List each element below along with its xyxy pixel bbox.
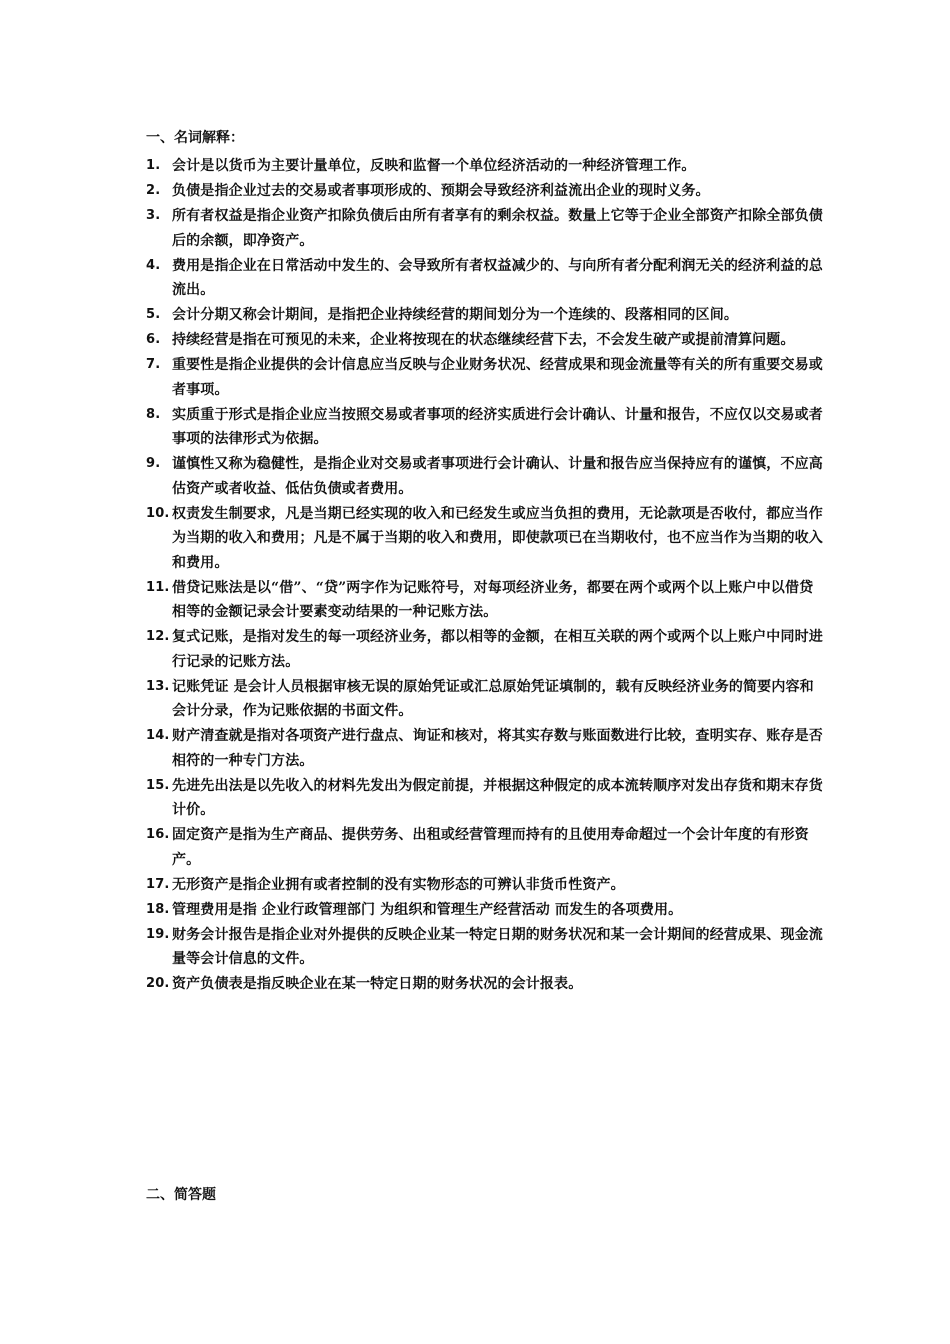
item-number: 6. [146,332,161,347]
item-text: 权责发生制要求，凡是当期已经实现的收入和已经发生或应当负担的费用，无论款项是否收付，都应当作为当期的收入和费用；凡是不属于当期的收入和费用，即使款项已在当期收付，也不应当作为当期的收入和费用。 [172,505,823,571]
list-item [146,254,826,303]
list-item [146,625,826,674]
item-number: 13. [146,678,170,694]
list-item [146,675,826,724]
section-title-definitions: 一、名词解释： [146,130,244,146]
item-text: 会计是以货币为主要计量单位，反映和监督一个单位经济活动的一种经济管理工作。 [172,158,696,174]
list-item [146,873,826,898]
list-item [146,823,826,872]
list-item [146,452,826,501]
item-text: 无形资产是指企业拥有或者控制的没有实物形态的可辨认非货币性资产。 [172,876,625,893]
item-number: 5. [146,307,161,322]
item-number: 18. [146,901,170,917]
item-text: 借贷记账法是以“借”、“贷”两字作为记账符号，对每项经济业务，都要在两个或两个以上账户中以借贷相等的金额记录会计要素变动结果的一种记账方法。 [172,579,814,620]
item-text: 管理费用是指 企业行政管理部门 为组织和管理生产经营活动 而发生的各项费用。 [172,901,683,918]
list-item [146,328,826,353]
item-text: 费用是指企业在日常活动中发生的、会导致所有者权益减少的、与向所有者分配利润无关的经济利益的总流出。 [172,257,823,298]
list-item [146,502,826,576]
list-item [146,403,826,452]
item-text: 财务会计报告是指企业对外提供的反映企业某一特定日期的财务状况和某一会计期间的经营成果、现金流量等会计信息的文件。 [172,926,823,967]
list-item [146,154,826,179]
item-text: 先进先出法是以先收入的材料先发出为假定前提，并根据这种假定的成本流转顺序对发出存货和期末存货计价。 [172,777,823,818]
item-text: 固定资产是指为生产商品、提供劳务、出租或经营管理而持有的且使用寿命超过一个会计年度的有形资产。 [172,827,809,868]
item-text: 重要性是指企业提供的会计信息应当反映与企业财务状况、经营成果和现金流量等有关的所有重要交易或者事项。 [172,357,823,398]
item-text: 负债是指企业过去的交易或者事项形成的、预期会导致经济利益流出企业的现时义务。 [172,183,710,199]
item-number: 15. [146,777,170,793]
list-item [146,204,826,253]
item-text: 复式记账，是指对发生的每一项经济业务，都以相等的金额，在相互关联的两个或两个以上账户中同时进行记录的记账方法。 [172,629,823,670]
item-text: 持续经营是指在可预见的未来，企业将按现在的状态继续经营下去，不会发生破产或提前清算问题。 [172,332,795,348]
item-number: 14. [146,728,170,743]
item-number: 20. [146,976,170,991]
item-number: 12. [146,629,170,644]
list-item [146,179,826,204]
item-text: 实质重于形式是指企业应当按照交易或者事项的经济实质进行会计确认、计量和报告，不应仅以交易或者事项的法律形式为依据。 [172,406,823,447]
list-item [146,923,826,972]
item-number: 2. [146,183,161,198]
item-number: 8. [146,406,161,422]
definitions-list [146,154,826,997]
item-number: 4. [146,257,161,273]
item-text: 谨慎性又称为稳健性，是指企业对交易或者事项进行会计确认、计量和报告应当保持应有的谨慎，不应高估资产或者收益、低估负债或者费用。 [172,456,823,497]
item-number: 3. [146,208,161,223]
list-item [146,724,826,773]
list-item [146,576,826,625]
section-title-short-answer: 二、简答题 [146,1187,216,1203]
item-text: 会计分期又称会计期间，是指把企业持续经营的期间划分为一个连续的、段落相同的区间。 [172,307,738,323]
item-number: 10. [146,505,170,521]
item-number: 17. [146,876,170,892]
item-number: 1. [146,158,161,173]
item-number: 9. [146,456,161,471]
list-item [146,898,826,923]
item-text: 所有者权益是指企业资产扣除负债后由所有者享有的剩余权益。数量上它等于企业全部资产扣除全部负债后的余额，即净资产。 [172,208,823,249]
item-number: 11. [146,579,170,595]
list-item [146,972,826,997]
item-text: 资产负债表是指反映企业在某一特定日期的财务状况的会计报表。 [172,976,583,992]
list-item [146,353,826,402]
item-text: 财产清查就是指对各项资产进行盘点、询证和核对，将其实存数与账面数进行比较，查明实存、账存是否相符的一种专门方法。 [172,728,823,769]
item-number: 7. [146,357,161,372]
item-text: 记账凭证 是会计人员根据审核无误的原始凭证或汇总原始凭证填制的，载有反映经济业务的简要内容和会计分录，作为记账依据的书面文件。 [172,678,814,719]
list-item [146,303,826,328]
item-number: 16. [146,827,170,842]
item-number: 19. [146,926,170,942]
list-item [146,774,826,823]
